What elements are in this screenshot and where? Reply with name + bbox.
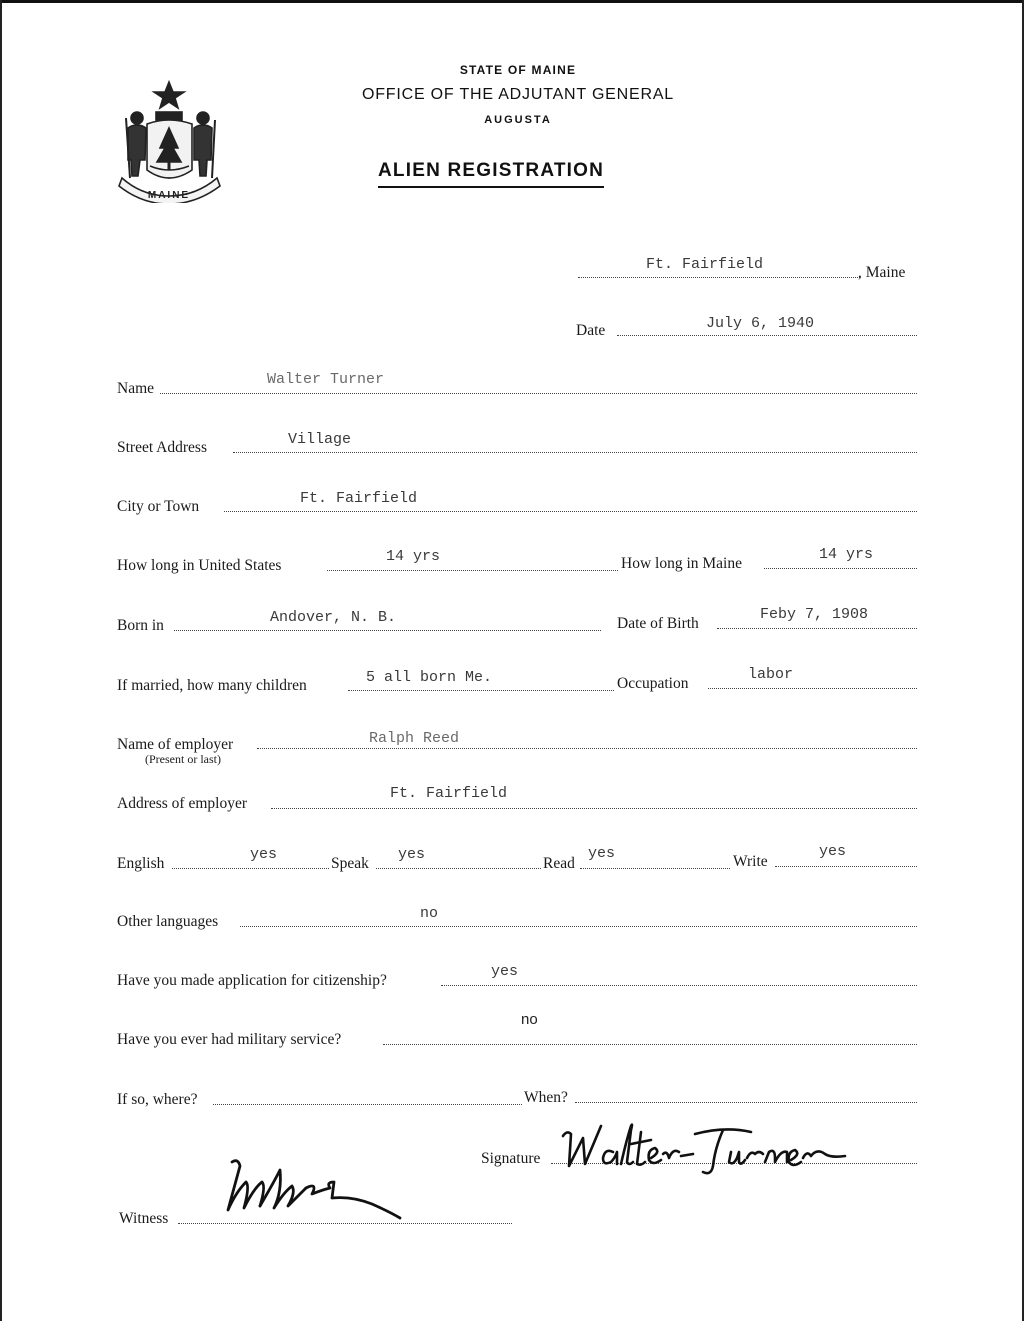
citizenship-line xyxy=(441,985,917,986)
name-label: Name xyxy=(117,380,155,397)
english-line xyxy=(172,868,329,869)
date-line xyxy=(617,335,917,336)
citizenship-value: yes xyxy=(491,963,519,980)
other-languages-label: Other languages xyxy=(117,913,219,930)
form-title: ALIEN REGISTRATION xyxy=(378,160,604,188)
english-value: yes xyxy=(250,846,278,863)
occupation-line xyxy=(708,688,917,689)
date-label: Date xyxy=(576,322,606,339)
where-line xyxy=(213,1104,522,1105)
born-in-label: Born in xyxy=(117,617,164,634)
employer-sublabel: (Present or last) xyxy=(145,752,221,766)
speak-label: Speak xyxy=(331,855,369,872)
children-value: 5 all born Me. xyxy=(366,669,493,686)
employer-address-value: Ft. Fairfield xyxy=(390,785,508,802)
witness-text: W.B.H. xyxy=(222,1152,225,1153)
speak-value: yes xyxy=(398,846,426,863)
location-suffix: , Maine xyxy=(858,264,906,281)
name-line xyxy=(160,393,917,394)
street-line xyxy=(233,452,917,453)
born-in-value: Andover, N. B. xyxy=(270,609,397,626)
date-of-birth-label: Date of Birth xyxy=(617,615,699,632)
when-label: When? xyxy=(524,1089,568,1106)
city-value: Ft. Fairfield xyxy=(300,490,418,507)
page-left-border xyxy=(0,0,2,1321)
occupation-label: Occupation xyxy=(617,675,689,692)
street-value: Village xyxy=(288,431,352,448)
how-long-us-line xyxy=(327,570,618,571)
applicant-signature xyxy=(555,1118,885,1178)
page-top-border xyxy=(0,0,1024,3)
witness-label: Witness xyxy=(119,1210,169,1227)
write-label: Write xyxy=(733,853,768,870)
read-value: yes xyxy=(588,845,616,862)
witness-signature xyxy=(222,1152,412,1226)
location-value: Ft. Fairfield xyxy=(646,256,764,273)
where-label: If so, where? xyxy=(117,1091,198,1108)
speak-line xyxy=(376,868,541,869)
occupation-value: labor xyxy=(748,666,794,683)
employer-line xyxy=(257,748,917,749)
seal-banner-text: MAINE xyxy=(147,190,191,201)
when-line xyxy=(575,1102,917,1103)
how-long-us-label: How long in United States xyxy=(117,557,282,574)
date-of-birth-value: Feby 7, 1908 xyxy=(760,606,869,623)
how-long-maine-value: 14 yrs xyxy=(819,546,874,563)
office-heading: OFFICE OF THE ADJUTANT GENERAL xyxy=(361,86,675,103)
citizenship-label: Have you made application for citizenship? xyxy=(117,972,387,989)
city-label: City or Town xyxy=(117,498,200,515)
employer-label: Name of employer xyxy=(117,736,234,753)
signature-label: Signature xyxy=(481,1150,541,1167)
signature-text: Walter Turner xyxy=(555,1118,561,1119)
write-value: yes xyxy=(819,843,847,860)
name-value: Walter Turner xyxy=(267,371,385,388)
other-languages-value: no xyxy=(420,905,439,922)
read-line xyxy=(580,868,730,869)
how-long-us-value: 14 yrs xyxy=(386,548,441,565)
children-line xyxy=(348,690,614,691)
date-of-birth-line xyxy=(717,628,917,629)
born-in-line xyxy=(174,630,601,631)
city-heading: AUGUSTA xyxy=(484,114,552,126)
other-languages-line xyxy=(240,926,917,927)
military-label: Have you ever had military service? xyxy=(117,1031,342,1048)
date-value: July 6, 1940 xyxy=(706,315,815,332)
english-label: English xyxy=(117,855,165,872)
employer-address-label: Address of employer xyxy=(117,795,247,812)
how-long-maine-label: How long in Maine xyxy=(621,555,742,572)
write-line xyxy=(775,866,917,867)
location-line xyxy=(578,277,860,278)
employer-value: Ralph Reed xyxy=(369,730,460,747)
street-label: Street Address xyxy=(117,439,207,456)
employer-address-line xyxy=(271,808,917,809)
military-value: no xyxy=(521,1011,538,1028)
children-label: If married, how many children xyxy=(117,677,307,694)
read-label: Read xyxy=(543,855,575,872)
city-line xyxy=(224,511,917,512)
military-line xyxy=(383,1044,917,1045)
how-long-maine-line xyxy=(764,568,917,569)
state-heading: STATE OF MAINE xyxy=(459,63,577,77)
